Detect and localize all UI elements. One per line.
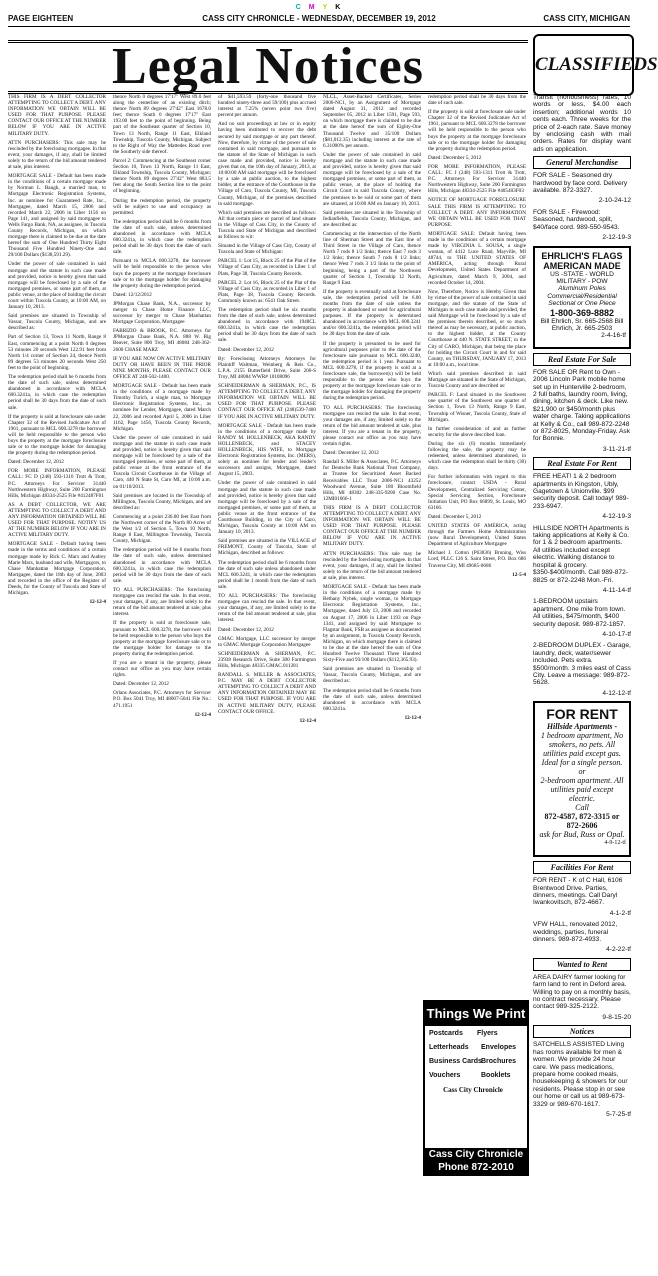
legal-paragraph: If the property is eventually sold at foreclosure sale, the redemption period will be 6.00 months from the date of sale unless the property is abandoned or used for agricultural purposes. If the property is determined abandoned in accordance with MCL 600.3241 and/or 600.3241a, the redemption period will be 30 days from the date of sale.	[323, 288, 421, 338]
ad-code: 4-12-12-tf	[602, 689, 631, 697]
legal-paragraph: IF YOU ARE NOW ON ACTIVE MILITARY DUTY OR HAVE BEEN IN THE PRIOR NINE MONTHS, PLEASE CONTACT OUR OFFICE AT 248-502-1400.	[113, 355, 211, 380]
legal-paragraph: Commencing at a point 236.00 feet East from the Northwest corner of the North 80 Acres of the West 1/2 of Section 5, Town 10 North, Range 8 East, Millington Township, Tuscola County, Michigan.	[113, 513, 211, 545]
print-advert	[423, 1000, 529, 1176]
ad-code: 4-9-12-tf	[604, 840, 626, 847]
legal-paragraph: If the property is presumed to be used for agricultural purposes prior to the date of the foreclosure sale pursuant to MCL 600.3240, the redemption period is 1 year. Pursuant to MCL 600.3278, if the property is sold at a foreclosure sale, the borrower(s) will be held responsible to the person who buys the property at the mortgage foreclosure sale or to the mortgage holder for damaging the property during the redemption period.	[323, 340, 421, 402]
classified-ad: FOR SALE OR Rent to Own - 2006 Lincoln Park mobile home set up in Hunterville 2-bedroom, 2 full baths, laundry room, living, dining, kitchen & deck. Like new. $21,900 or $450/month plus water charge. Taking applications at Kelly & Co., call 989-872-2248 or 872-8025, Monday-Friday. Ask for Bonnie.	[533, 368, 631, 443]
advert-item: Vouchers	[429, 1072, 461, 1079]
notice-run-code: 12-12-4	[194, 711, 211, 718]
legal-paragraph: If the property is sold at foreclosure sale, pursuant to MCL 600.3278, the borrower will be held responsible to the person who buys the property at the mortgage foreclosure sale or to the mortgage holder for damage to the property during the redemption period.	[113, 620, 211, 657]
legal-paragraph: THIS FIRM IS A DEBT COLLECTOR ATTEMPTING TO COLLECT A DEBT. ANY INFORMATION WE OBTAIN WILL BE USED FOR THAT PURPOSE. PLEASE CONTACT OUR OFFICE AT THE NUMBER BELOW IF YOU ARE IN ACTIVE MILITARY DUTY.	[323, 504, 421, 548]
legal-paragraph: SCHNEIDERMAN & SHERMAN, P.C., IS ATTEMPTING TO COLLECT A DEBT, ANY INFORMATION WE OBTAIN WILL BE USED FOR THAT PURPOSE. PLEASE CONTACT OUR OFFICE AT (248)539-7400 IF YOU ARE IN ACTIVE MILITARY DUTY.	[218, 383, 316, 420]
legal-paragraph: FOR MORE INFORMATION, PLEASE CALL: FC J (248) 593-1311 Trott & Trott, P.C. Attorneys For Servicer 31440 Northwestern Highway, Suite 200 Farmington Hills, Michigan 48334-2525 File #405403F03	[428, 163, 526, 195]
for-rent-or: or	[578, 767, 586, 777]
legal-paragraph: MORTGAGE SALE - Default having been made in the terms and conditions of a certain mortgage made by Rick C. Marx and Audrey Marie Marx, husband and wife, Mortgagors, to Chase Manhattan Mortgage Corporation, Mortgagee, dated the 18th day of June, 2003 and recorded in the office of the Register of Deeds, for the County of Tuscola and State of Michigan.	[8, 541, 106, 597]
advert-item: Business Cards	[429, 1058, 482, 1065]
notice-run-code: 12-12-4	[404, 714, 421, 721]
ehrlich-flags-ad	[533, 246, 631, 349]
legal-paragraph: JPMorgan Chase Bank, N.A., successor by merger to Chase Home Finance LLC, successor by merger to Chase Manhattan Mortgage Corporation, Mortgagee	[113, 300, 211, 326]
for-rent-line: 1 bedroom apartment, No smokers, no pets. All utilities paid except gas. Ideal for a single person.	[540, 731, 624, 768]
advert-items	[425, 1026, 527, 1134]
legal-paragraph: In further consideration of and as further security for the above described loan.	[428, 425, 526, 438]
reg-k: K	[335, 4, 343, 11]
legal-paragraph: Situated in the Village of Cass City, County of Tuscola and State of Michigan:	[218, 243, 316, 256]
ad-code: 4-11-14-tf	[602, 586, 631, 594]
for-rent-sub: Hillside Apartments -	[546, 722, 618, 732]
legal-paragraph: PARCEL F: Land situated in the Southwest one quarter of the Southwest one quarter of Section 1, Town 13 North, Range 9 East, Township of Wisner, Tuscola County, State of Michigan.	[428, 392, 526, 423]
ehrlich-line: Aluminum Poles	[558, 285, 606, 293]
legal-paragraph: ATTN PURCHASERS: This sale may be rescinded by the foreclosing mortgagee. In that event, your damages, if any, shall be limited solely to the return of the bid amount tendered at sale, plus interest.	[8, 139, 106, 171]
notice-run-code: 12-12-4	[89, 599, 106, 606]
classified-ad: FOR RENT - K of C Hall, 6106 Brentwood Drive. Parties, dinners, meetings. Call Daryl Iwankovitsch, 872-4667.	[533, 877, 623, 907]
classified-ad: HILLSIDE NORTH Apartments is taking applications at Kelly & Co. for 1 & 2 bedroom apartments. All utilities included except electric. Walking distance to hospital & grocery. $350-$400/month. Call 989-872-8825 or 872-2248 Mon.-Fri.	[533, 524, 630, 584]
advert-item: Letterheads	[429, 1044, 469, 1051]
notice-run-code: 12-12-4	[299, 717, 316, 724]
for-rent-line: 2-bedroom apartment. All utilities paid except electric.	[540, 776, 624, 804]
ad-code: 4-2-22-tf	[606, 946, 631, 954]
legal-paragraph: UNITED STATES OF AMERICA, acting through the Farmers Home Administration (now Rural Development), United States Department of Agriculture Mortgagee	[428, 523, 526, 548]
ehrlich-line: MILITARY - POW	[556, 277, 608, 285]
legal-paragraph: Under the power of sale contained in said mortgage and the statute in such case made and provided, notice is hereby given that said mortgage will be foreclosed by a sale of the mortgaged premises, or some part of them, at public venue, at the place of holding the circuit court within Tuscola County, at 10:00 AM, on January 10, 2013.	[8, 261, 106, 311]
legal-paragraph: During the six (6) months immediately following the sale, the property may be redeemed, unless determined abandoned, in which case the redemption shall be thirty (30) days.	[428, 440, 526, 472]
legal-paragraph: Part of Section 13, Town 11 North, Range 8 East, commencing at a point North 0 degrees 53 minutes 20 seconds West 122.91 feet from North 1/4 corner of Section 24, thence North 89 degrees 53 minutes 20 seconds West 250 feet to the point of beginning.	[8, 334, 106, 371]
advert-title: Things We Print	[425, 1002, 527, 1026]
classified-ad: FREE HEAT! 1 & 2 bedroom apartments in Kingston, Ubly, Gagetown & Unionville. $99 security deposit. Call today! 989-233-6947.	[533, 473, 629, 510]
legal-paragraph: Commencing at the intersection of the North line of Sherman Street and the East line of Third Street in the Village of Caro, thence North 7 rods 8 1/2 links; thence East 7 rods 3 1/2 links; thence South 7 rods 8 1/2 links; thence West 7 rods 3 1/2 links to the point of beginning, being a part of the Northwest quarter of Section 1, Township 12 North, Range 9 East.	[323, 230, 421, 286]
legal-paragraph: GMAC Mortgage, LLC successor by merger to GMAC Mortgage Corporation Mortgagee	[218, 635, 316, 648]
legal-paragraph: By: Foreclosing Attorneys Attorneys for Plaintiff Waltman, Weinberg & Reis Co., L.P.A. 2155 Butterfield Drive, Suite 200-S Troy, MI 48084 WWR# 10108096	[218, 355, 316, 380]
classified-ad: 2-BEDROOM DUPLEX - Garage, laundry, deck, water/sewer included. Pets extra. $500/month. 3 miles east of Cass City. Leave a message: 989-872-5628.	[533, 642, 631, 687]
legal-paragraph: THIS FIRM IS A DEBT COLLECTOR ATTEMPTING TO COLLECT A DEBT. ANY INFORMATION WE OBTAIN WILL BE USED FOR THAT PURPOSE. PLEASE CONTACT OUR OFFICE AT THE NUMBER BELOW IF YOU ARE IN ACTIVE MILITARY DUTY.	[8, 94, 106, 137]
for-rent-title: FOR RENT	[546, 706, 618, 723]
legal-paragraph: Now, Therefore, Notice is Hereby Given that by virtue of the power of sale contained in said mortgage, and the statute of the State of Michigan in such case made and provided, the said Mortgage will be foreclosed by a sale of the premises therein described, or so much thereof as may be necessary, at public auction, to the highest bidder, at the County Courthouse at 440 N. STATE STREET, in the City of CARO, Michigan, that being the place for holding the Circuit Court in and for said County, on THURSDAY, JANUARY 17, 2013 at 10:00 a.m., local time.	[428, 288, 526, 368]
classifieds-logo: CLASSIFIEDS	[533, 34, 634, 96]
legal-paragraph: The redemption period shall be 6 months from the date of such sale, unless determined abandoned in accordance with MCLA 600.3241a, in which case the redemption period shall be 30 days from the date of such sale.	[113, 218, 211, 256]
ad-code: 3-11-21-tf	[602, 445, 631, 453]
legal-paragraph: thence North 0 degrees 17'17" West 89.0 feet along the centerline of an existing ditch; thence North 89 degrees 27'42" East 1678.0 feet; thence South 0 degrees 17'17" East 193.00 feet to the point of beginning. Being part of the Southeast quarter of Section 10, Town 13 North, Range 11 East, Elkland Township, Tuscola County, Michigan. Subject to the Right of Way the Mattedes Road over the Southerly side thereof.	[113, 94, 211, 155]
legal-paragraph: Under the power of sale contained in said mortgage and the statute in such case made and provided, notice is hereby given that said mortgage will be foreclosed by a sale of the mortgaged premises, or some part of them, at public venue at the front entrance of the Courthouse Building, in the City of Caro, Michigan, Tuscola County at 10:00 AM on January 10, 2013.	[218, 480, 316, 536]
legal-paragraph: Said premises are situated in Township of Vassar, Tuscola County, Michigan, and are described as:	[8, 313, 106, 332]
legal-column-4	[323, 94, 421, 1270]
ad-code: 2-12-19-3	[602, 234, 631, 242]
legal-paragraph: NLCL, Asset-Backed Certificates, Series 2006-NC1, by an Assignment of Mortgage dated August 31, 2012 and recorded September 05, 2012 in Liber 1591, Page 593, on which mortgage there is claimed to be due at the date hereof the sum of Eighty-One Thousand Twelve and 35/100 Dollars ($81,012.35) including interest at the rate of 6.31000% per annum.	[323, 94, 421, 149]
advert-item: Brochures	[481, 1058, 517, 1065]
legal-paragraph: For further information with regard to this foreclosure, contact USDA - Rural Development, Centralized Servicing Center, Special Servicing Section, Foreclosure Initiation Unit, PO Box 66899, St. Louis, MO 63166.	[428, 474, 526, 511]
legal-paragraph: If you are a tenant in the property, please contact our office as you may have certain rights.	[113, 659, 211, 679]
classified-ad: FOR SALE - Firewood: Seasoned, hardwood, split, $40/face cord. 989-550-9543.	[533, 208, 620, 231]
ad-code: 2-4-16-tf	[601, 332, 626, 340]
legal-paragraph: Orlans Associates, P.C. Attorneys for Servicer P.O. Box 5041 Troy, MI 48007-5041 File No.: 471.1951	[113, 690, 211, 709]
legal-paragraph: Dated: December 12, 2012	[113, 681, 169, 688]
legal-paragraph: AS A DEBT COLLECTOR, WE ARE ATTEMPTING TO COLLECT A DEBT AND ANY INFORMATION OBTAINED WILL BE USED FOR THAT PURPOSE. NOTIFY US AT THE NUMBER BELOW IF YOU ARE IN ACTIVE MILITARY DUTY.	[8, 501, 106, 539]
publication-dateline: CASS CITY CHRONICLE - WEDNESDAY, DECEMBER 19, 2012	[202, 14, 436, 23]
legal-paragraph: MORTGAGE SALE - Default has been made in the conditions of a mortgage made by Bethany Nybek, single woman, to Mortgage Electronic Registration Systems, Inc., Mortgagee, dated July 13, 2006 and recorded on August 17, 2006 in Liber 1193 on Page 1341, and assigned by said Mortgagee to Flagstar Bank, FSB as assignee as documented by an assignment, in Tuscola County Records, Michigan, on which mortgage there is claimed to be due at the date hereof the sum of One Hundred Twelve Thousand Three Hundred Sixty-Five and 93/100 Dollars ($112,365.93).	[323, 584, 421, 664]
advert-logo: Cass City Chronicle	[443, 1086, 503, 1094]
legal-paragraph: FABRIZIO & BROOK, P.C. Attorneys for JPMorgan Chase Bank, N.A. 888 W. Big Beaver, Suite 800 Troy, MI 48084 248-362-2600 CHASE MARZ	[113, 328, 211, 353]
legal-paragraph: Said premises are situated in the VILLAGE of FREMONT, County of Tuscola, State of Michigan, described as follows:	[218, 538, 316, 557]
legal-paragraph: TO ALL PURCHASERS: The foreclosing mortgagee can rescind the sale. In that event, your damages, if any, are limited solely to the return of the bid amount tendered at sale, plus interest.	[113, 586, 211, 618]
legal-paragraph: ATTN PURCHASERS: This sale may be rescinded by the foreclosing mortgagee. In that event, your damages, if any, shall be limited solely to the return of the bid amount tendered at sale, plus interest.	[323, 550, 421, 581]
legal-paragraph: MORTGAGE SALE - Default has been made in the conditions of a mortgage made by RANDY M. HOLLENBECK, AKA RANDY HOLLENBECK, and STACEY HOLLENBECK, HIS WIFE, to Mortgage Electronic Registration Systems, Inc. (MERS), solely as nominee for lender and lender's successors and assigns, Mortgagee, dated August 15, 2003.	[218, 422, 316, 478]
publication-location: CASS CITY, MICHIGAN	[543, 14, 630, 23]
legal-paragraph: PARCEL 1: Lot 15, Block 25 of the Plat of the Village of Cass City, as recorded in Liber 1 of Plats, Page 38, Tuscola County Records.	[218, 258, 316, 277]
section-banner	[8, 40, 528, 94]
ehrlich-phone: 1-800-369-8882	[549, 307, 615, 318]
reg-m: M	[308, 4, 317, 11]
legal-column-2	[113, 94, 211, 1270]
legal-paragraph: MORTGAGE SALE - Default has been made in the conditions of a certain mortgage made by Norman L. Baugh, a married man, to Mortgage Electronic Registration Systems, Inc. as nominee for Guaranteed Rate, Inc., Mortgagee, dated March 15, 2006 and recorded March 22, 2006 in Liber 1156 on Page 141, and assigned by said mortgagee to Wells Fargo Bank, NA, as assignee, in Tuscola County Records, Michigan, on which mortgage there is claimed to be due at the date hereof the sum of One Hundred Thirty Eight Thousand Five Hundred Ninety-One and 29/100 Dollars ($138,591.29).	[8, 173, 106, 259]
hillside-for-rent-ad	[533, 701, 631, 857]
for-rent-call: Call	[575, 803, 589, 813]
ad-code: 2-10-24-12	[598, 197, 631, 205]
advert-item: Envelopes	[481, 1044, 517, 1051]
legal-paragraph: PARCEL 2: Lot 16, Block 25 of the Plat of the Village of Cass City, as recorded in Liber 1 of Plats, Page 38, Tuscola County Records. Commonly known as: 6541 Oak Street.	[218, 279, 316, 304]
classified-ad: 1-BEDROOM upstairs apartment. One mile from town. All utilities, $475/month, $400 security deposit. 989-872-1857.	[533, 598, 626, 628]
page-number: PAGE EIGHTEEN	[8, 14, 74, 23]
registration-marks	[0, 4, 638, 11]
legal-paragraph: Dated: December 12, 2012	[323, 450, 379, 457]
legal-column-5	[428, 94, 526, 994]
legal-paragraph: Which said premises are described as follows: All that certain piece or parcel of land situate in the Village of Cass City, in the County of Tuscola and State of Michigan and described as follows to wit:	[218, 209, 316, 241]
legal-paragraph: Which said premises described in said Mortgage are situated in the State of Michigan, Tuscola County and are described as:	[428, 370, 526, 390]
classified-rates: Transit (nonbusiness) rates, 10 words or less, $4.00 each insertion; additional words 10 cents each. Three weeks for the price of 2-each rate. Save money by enclosing cash with mail orders. Rates for display want ads on application.	[533, 94, 631, 153]
legal-column-1	[8, 94, 106, 1270]
classified-ad: AREA DAIRY farmer looking for farm land to rent in Deford area. Willing to pay on a monthly basis, no contract necessary. Please contact 989-325-2122.	[533, 973, 631, 1011]
legal-column-3	[218, 94, 316, 1270]
legal-paragraph: If the property is sold at foreclosure sale under Chapter 32 of the Revised Judicature Act of 1961, pursuant to MCL 600.3278 the borrower will be held responsible to the person who buys the property at the mortgage foreclosure sale or to the mortgage holder for damaging the property during the redemption period.	[8, 413, 106, 457]
legal-paragraph: Said premises are situated in Township of Vassar, Tuscola County, Michigan, and are described as:	[323, 666, 421, 685]
heading-facilities: Facilities For Rent	[533, 861, 631, 874]
legal-paragraph: The redemption period shall be 6 months from the date of such sale, unless determined abandoned in accordance with MCLA 600.3241a, in which case the redemption period shall be 30 days from the date of such sale.	[8, 374, 106, 411]
heading-general-merchandise: General Merchandise	[533, 156, 631, 169]
advert-item: Postcards	[429, 1030, 463, 1037]
legal-paragraph: SCHNEIDERMAN & SHERMAN, P.C. 23938 Research Drive, Suite 300 Farmington Hills, Michigan 48335 GMAC.011281	[218, 650, 316, 669]
legal-paragraph: Dated: December 12, 2012	[218, 346, 274, 353]
ehrlich-name: EHRLICH'S FLAGS	[541, 250, 623, 261]
reg-y: Y	[322, 4, 330, 11]
legal-paragraph: The redemption period shall be 6 months from the date of such sale unless abandoned under MCL 600.3241, in which case the redemption period shall be 1 month from the date of such sale.	[218, 559, 316, 590]
legal-paragraph: Pursuant to MCLA 600.3278, the borrower will be held responsible to the person who buys the property at the mortgage foreclosure sale or to the mortgage holder for damaging the property during the redemption period.	[113, 258, 211, 289]
ehrlich-line: Sectional or One Piece	[548, 300, 616, 308]
ad-code: 9-8-15-20	[602, 1013, 631, 1021]
classified-ad: VFW HALL, renovated 2012, weddings, parties, funeral dinners. 989-872-4933.	[533, 921, 618, 944]
legal-paragraph: And no suit proceedings at law or in equity having been instituted to recover the debt secured by said mortgage or any part thereof. Now, therefore, by virtue of the power of sale contained in said mortgage, and pursuant to the statute of the State of Michigan in such case made and provided, notice is hereby given that on, the 10th day of January, 2013, at 10:00:00 AM said mortgage will be foreclosed by a sale at public auction, to the highest bidder, at the entrance of the Courthouse in the Village of Caro, Tuscola County, MI, Tuscola County, Michigan, of the premises described in said mortgage.	[218, 121, 316, 207]
legal-paragraph: Dated: 12/12/2012	[113, 291, 152, 298]
legal-paragraph: Said premises are located in the Township of Millington, Tuscola County, Michigan, and are described as:	[113, 492, 211, 511]
ehrlich-contacts: Bill Ehrlich, Sr. 665-2568 Bill Ehrlich, Jr. 665-2503	[540, 317, 624, 332]
legal-paragraph: TO ALL PURCHASERS: The foreclosing mortgagee can rescind the sale. In that event, your damages are, if any, limited solely to the return of the bid amount tendered at sale, plus interest. If you are a tenant in the property, please contact our office as you may have certain rights.	[323, 404, 421, 448]
legal-paragraph: RANDALL S. MILLER & ASSOCIATES, P.C. MAY BE A DEBT COLLECTOR ATTEMPTING TO COLLECT A DEBT AND ANY INFORMATION OBTAINED MAY BE USED FOR THAT PURPOSE. IF YOU ARE IN ACTIVE MILITARY DUTY, PLEASE CONTACT OUR OFFICE.	[218, 672, 316, 715]
ad-code: 4-10-17-tf	[602, 630, 631, 638]
legal-paragraph: Said premises are situated in the Township of Indianfields, Tuscola County, Michigan, and are described as:	[323, 209, 421, 228]
advert-item: Booklets	[481, 1072, 511, 1079]
legal-paragraph: The redemption period will be 6 months from the date of such sale, unless determined abandoned in accordance with MCLA 600.3241a, in which case the redemption period will be 30 days from the date of such sale.	[113, 547, 211, 584]
legal-paragraph: Parcel 2: Commencing at the Southeast corner Section 10, Town 13 North, Range 11 East, Elkland Township, Tuscola County, Michigan; thence North 89 degrees 27'42" West 883.5 feet along the South Section line to the point of beginning.	[113, 157, 211, 195]
legal-paragraph: Dated: December 5, 2012	[428, 154, 482, 161]
heading-real-estate-sale: Real Estate For Sale	[533, 353, 631, 366]
classified-ad: FOR SALE - Seasoned dry hardwood by face cord. Delivery available. 872-3327.	[533, 172, 628, 195]
page-header	[8, 14, 630, 27]
ehrlich-line: Commercial/Residential	[547, 292, 617, 300]
ehrlich-line: US -STATE - WORLD	[550, 270, 614, 278]
legal-paragraph: The redemption period shall be six months from the date of such sale, unless determined abandoned in accordance with 1948CL 600.3241a, in which case the redemption period shall be 30 days from the date of such sale.	[218, 307, 316, 344]
legal-paragraph: If the property is sold at foreclosure sale under Chapter 32 of the Revised Judicature Act of 1961, pursuant to MCL 600.3278 the borrower will be held responsible to the person who buys the property at the mortgage foreclosure sale or to the mortgage holder for damaging the property during the redemption period.	[428, 109, 526, 152]
ad-code: 4-1-2-tf	[609, 909, 631, 917]
for-rent-phone: 872-4587, 872-3315 or 872-2606	[544, 812, 620, 831]
ad-code: 5-7-25-tf	[606, 1110, 631, 1118]
legal-paragraph: Dated: December 5, 2012	[428, 513, 482, 520]
legal-paragraph: Randall S. Miller & Associates, P.C. Attorneys for Deutsche Bank National Trust Company, as Trustee for Securitized Asset Backed Receivables LLC Trust 2006-NC1 43252 Woodward Avenue, Suite 180 Bloomfield Hills, MI 48302 248-335-9200 Case No. 12MI01666-1	[323, 459, 421, 502]
legal-paragraph: redemption period shall be 30 days from the date of such sale.	[428, 94, 526, 107]
heading-wanted-to-rent: Wanted to Rent	[533, 958, 631, 971]
notice-run-code: 12-5-4	[512, 571, 526, 578]
legal-paragraph: MORTGAGE SALE: Default having been made in the conditions of a certain mortgage made by VIRGINIA L. SOUSA, a single woman, of 4412 Luce Road, Mayville, MI 48744, to THE UNITED STATES OF AMERICA, acting through Rural Development, United States Department of Agriculture, dated March 9, 2004, and recorded October 14, 2004.	[428, 230, 526, 286]
legal-paragraph: MORTGAGE SALE - Default has been made in the conditions of a mortgage made by Timothy Turich, a single man, to Mortgage Electronic Registration Systems, Inc., as nominee for Lender, Mortgagee, dated March 22, 2006 and recorded April 5, 2006 in Liber 1162, Page 1456, Tuscola County Records, Michigan.	[113, 383, 211, 432]
legal-paragraph: Dated: December 12, 2012	[8, 459, 64, 466]
legal-paragraph: Under the power of sale contained in said mortgage and the statute in such case made and provided, notice is hereby given that said mortgage will be foreclosed by a sale of the mortgaged premises, or some part of them, at public venue, at the place of holding the Circuit Court in said Tuscola County, where the premises to be sold or some part of them are situated, at 10:00 AM on January 10, 2013.	[323, 151, 421, 207]
section-title: Legal Notices	[112, 38, 424, 95]
legal-paragraph: Michael J. Cotton (P63836) Bruning, Wiss Lord, PLLC 126 S. Saint Street, P.O. Box 686 Traverse City, MI 49685-0686	[428, 550, 526, 569]
legal-paragraph: FOR MORE INFORMATION, PLEASE CALL: FC D (248) 593-1310 Trott & Trott, P.C. Attorneys For Servicer 31440 Northwestern Highway, Suite 200 Farmington Hills, Michigan 48334-2525 File #412487F01	[8, 468, 106, 499]
heading-real-estate-rent: Real Estate For Rent	[533, 457, 631, 470]
classified-ad: SATCHELLS ASSISTED Living has rooms available for men & women. We provide 24 hour care. We pass medications, prepare home cooked meals, housekeeping & showers for our residents. Please stop in or see our home or call us at 989-673-3329 or 989-670-1617.	[533, 1041, 628, 1108]
reg-c: C	[295, 4, 303, 11]
ehrlich-line: AMERICAN MADE	[543, 260, 621, 271]
legal-paragraph: Under the power of sale contained in said mortgage and the statute in such case made and provided, notice is hereby given that said mortgage will be foreclosed by a sale of the mortgaged premises, or some part of them, at public venue at the front entrance of the Tuscola Circuit Courthouse in the Village of Caro, 440 N State St, Caro MI, at 10:00 a.m. on 01/10/2013.	[113, 434, 211, 490]
heading-notices: Notices	[533, 1025, 631, 1038]
legal-paragraph: Dated: December 12, 2012	[218, 626, 274, 633]
ad-code: 4-12-19-3	[602, 513, 631, 521]
legal-paragraph: During the redemption period, the property will be subject to use and occupancy as permitted.	[113, 197, 211, 216]
legal-paragraph: The redemption period shall be 6 months from the date of such sale, unless determined abandoned in accordance with MCLA 600.3241a.	[323, 687, 421, 712]
classifieds-column	[533, 94, 631, 1270]
for-rent-ask: ask for Bud, Russ or Opal.	[539, 830, 625, 840]
legal-paragraph: NOTICE OF MORTGAGE FORECLOSURE SALE THIS FIRM IS ATTEMPTING TO COLLECT A DEBT. ANY INFORMATION WE OBTAIN WILL BE USED FOR THAT PURPOSE.	[428, 197, 526, 228]
advert-phone: Cass City Chronicle Phone 872-2010	[425, 1148, 527, 1174]
legal-paragraph: TO ALL PURCHASERS: The foreclosing mortgagee can rescind the sale. In that event, your damages, if any, are limited solely to the return of the bid amount tendered at sale, plus interest.	[218, 593, 316, 624]
advert-item: Flyers	[477, 1030, 498, 1037]
legal-paragraph: of $41,593.59 (forty-one thousand five hundred ninety-three and 59/100) plus accrued interest at 7.25% (seven point two five) percent per annum.	[218, 94, 316, 119]
